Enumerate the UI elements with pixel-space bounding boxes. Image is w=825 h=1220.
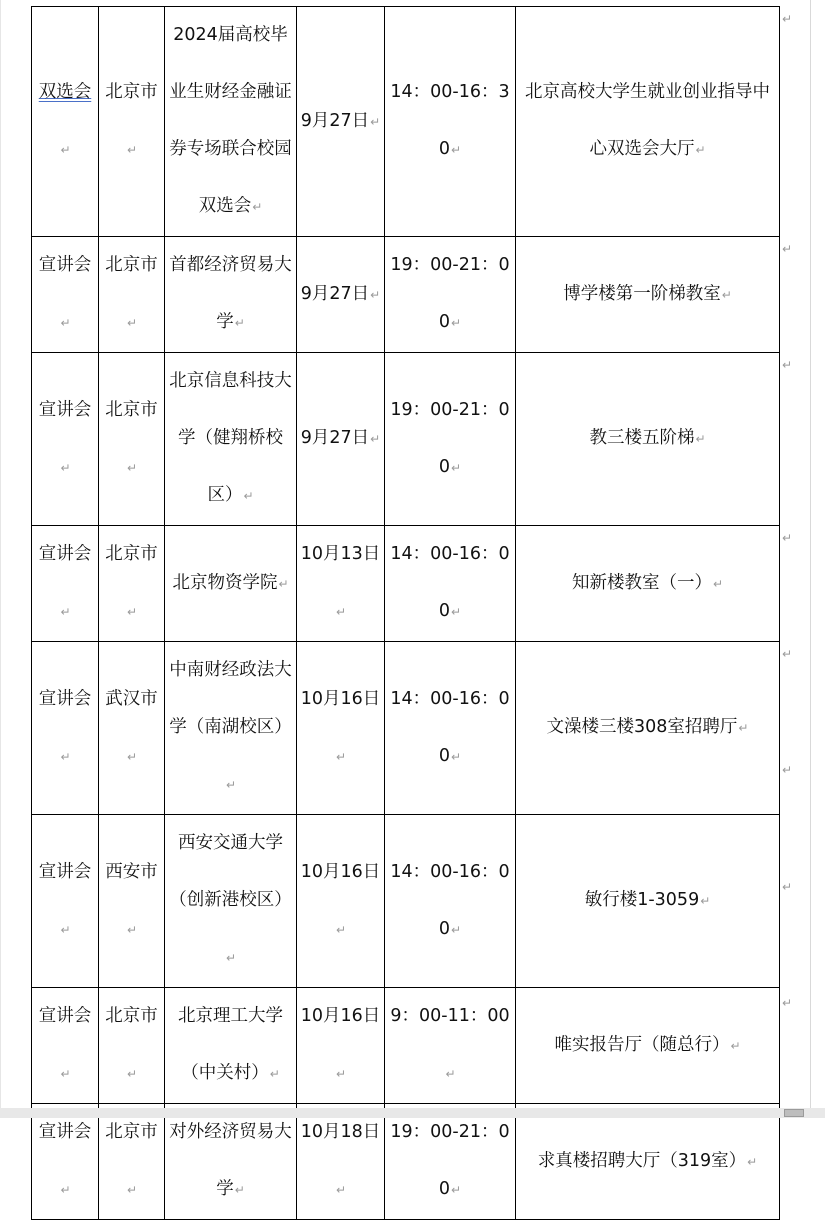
table-row: [32, 1104, 780, 1220]
city-cell: 武汉市↵: [99, 642, 165, 815]
time-cell: 14：00-16：30↵: [385, 7, 516, 237]
venue-cell: 唯实报告厅（随总行）↵: [516, 988, 780, 1104]
row-end-mark: ↵: [782, 12, 793, 26]
venue-cell: 北京高校大学生就业创业指导中心双选会大厅↵: [516, 7, 780, 237]
event-type-cell: 双选会↵: [32, 7, 99, 237]
event-type-cell: 宣讲会↵: [32, 988, 99, 1104]
date-cell: 10月18日↵: [297, 1104, 385, 1220]
organizer-cell: 北京理工大学（中关村）↵: [165, 988, 297, 1104]
date-cell: 10月16日↵: [297, 642, 385, 815]
time-cell: 14：00-16：00↵: [385, 815, 516, 988]
city-cell: 北京市↵: [99, 526, 165, 642]
event-type-cell: 宣讲会↵: [32, 526, 99, 642]
table-row: [32, 526, 780, 642]
table-row: [32, 988, 780, 1104]
time-cell: 19：00-21：00↵: [385, 1104, 516, 1220]
time-cell: 19：00-21：00↵: [385, 353, 516, 526]
event-type-cell: 宣讲会↵: [32, 1104, 99, 1220]
date-cell: 9月27日↵: [297, 353, 385, 526]
city-cell: 西安市↵: [99, 815, 165, 988]
time-cell: 14：00-16：00↵: [385, 642, 516, 815]
time-cell: 14：00-16：00↵: [385, 526, 516, 642]
organizer-cell: 西安交通大学（创新港校区）↵: [165, 815, 297, 988]
venue-cell: 求真楼招聘大厅（319室）↵: [516, 1104, 780, 1220]
date-cell: 9月27日↵: [297, 7, 385, 237]
page-edge-right: [810, 0, 811, 1118]
row-end-mark: ↵: [782, 358, 793, 372]
date-cell: 9月27日↵: [297, 237, 385, 353]
time-cell: 19：00-21：00↵: [385, 237, 516, 353]
date-cell: 10月16日↵: [297, 815, 385, 988]
city-cell: 北京市↵: [99, 237, 165, 353]
page-edge: [0, 0, 1, 1118]
organizer-cell: 北京信息科技大学（健翔桥校区）↵: [165, 353, 297, 526]
event-type-cell: 宣讲会↵: [32, 353, 99, 526]
row-end-mark: ↵: [782, 531, 793, 545]
venue-cell: 敏行楼1-3059↵: [516, 815, 780, 988]
row-end-mark: ↵: [782, 647, 793, 661]
table-row: [32, 642, 780, 815]
date-cell: 10月13日↵: [297, 526, 385, 642]
row-end-mark: ↵: [782, 763, 793, 777]
event-type-cell: 宣讲会↵: [32, 642, 99, 815]
venue-cell: 教三楼五阶梯↵: [516, 353, 780, 526]
table-row: [32, 353, 780, 526]
city-cell: 北京市↵: [99, 7, 165, 237]
page-footer-bar: [0, 1108, 825, 1118]
city-cell: 北京市↵: [99, 1104, 165, 1220]
organizer-cell: 对外经济贸易大学↵: [165, 1104, 297, 1220]
event-type-cell: 宣讲会↵: [32, 237, 99, 353]
venue-cell: 文澡楼三楼308室招聘厅↵: [516, 642, 780, 815]
organizer-cell: 2024届高校毕业生财经金融证券专场联合校园双选会↵: [165, 7, 297, 237]
organizer-cell: 北京物资学院↵: [165, 526, 297, 642]
schedule-table: [31, 6, 780, 1220]
venue-cell: 博学楼第一阶梯教室↵: [516, 237, 780, 353]
time-cell: 9：00-11：00↵: [385, 988, 516, 1104]
venue-cell: 知新楼教室（一）↵: [516, 526, 780, 642]
organizer-cell: 中南财经政法大学（南湖校区）↵: [165, 642, 297, 815]
row-end-mark: ↵: [782, 996, 793, 1010]
table-row: [32, 7, 780, 237]
table-row: [32, 237, 780, 353]
city-cell: 北京市↵: [99, 353, 165, 526]
organizer-cell: 首都经济贸易大学↵: [165, 237, 297, 353]
city-cell: 北京市↵: [99, 988, 165, 1104]
date-cell: 10月16日↵: [297, 988, 385, 1104]
scroll-handle[interactable]: [784, 1109, 804, 1117]
event-type-cell: 宣讲会↵: [32, 815, 99, 988]
row-end-mark: ↵: [782, 242, 793, 256]
row-end-mark: ↵: [782, 880, 793, 894]
table-row: [32, 815, 780, 988]
